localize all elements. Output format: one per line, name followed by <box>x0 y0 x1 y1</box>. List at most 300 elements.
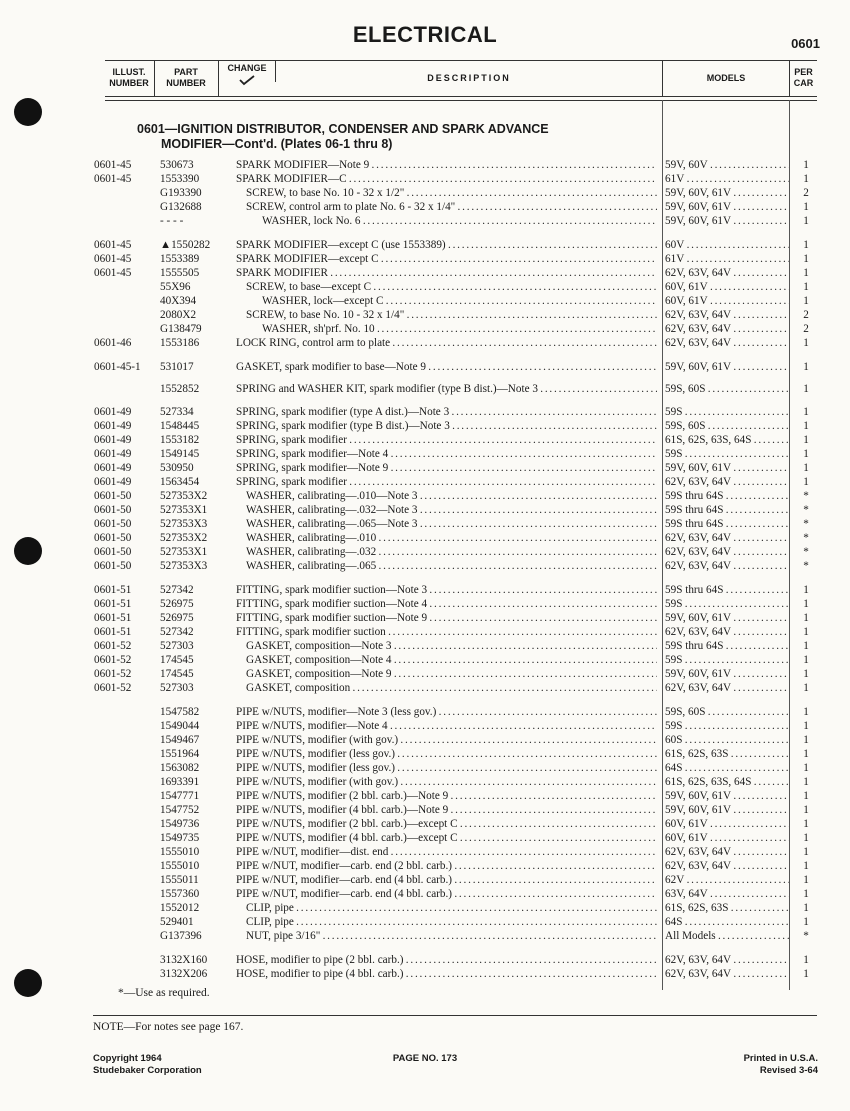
table-row <box>0 545 850 559</box>
models: 59S . . . <box>665 719 789 733</box>
per-car-quantity: 1 <box>803 640 809 652</box>
part-number: 2080X2 <box>160 309 197 321</box>
header-change-label: CHANGE <box>227 63 267 73</box>
per-car-quantity: 2 <box>803 323 809 335</box>
part-description: PIPE w/NUTS, modifier (with gov.) . . . <box>236 733 657 747</box>
models: 62V, 63V, 64V . . . <box>665 559 789 573</box>
per-car-quantity: 1 <box>803 295 809 307</box>
header-double-rule <box>105 100 817 101</box>
table-row <box>0 308 850 322</box>
header-change <box>219 60 275 99</box>
table-row <box>0 817 850 831</box>
models: 62V, 63V, 64V . . . <box>665 336 789 350</box>
illust-number: 0601-50 <box>94 490 132 502</box>
per-car-quantity: 1 <box>803 902 809 914</box>
part-number: ▲1550282 <box>160 239 211 251</box>
column-header <box>105 60 817 96</box>
table-row <box>0 761 850 775</box>
part-number: 1549735 <box>160 832 200 844</box>
illust-number: 0601-51 <box>94 584 132 596</box>
part-number: 1555010 <box>160 860 200 872</box>
table-row <box>0 158 850 172</box>
part-number: 1563454 <box>160 476 200 488</box>
part-number: 527342 <box>160 584 194 596</box>
table-row <box>0 517 850 531</box>
per-car-quantity: 1 <box>803 860 809 872</box>
table-row <box>0 597 850 611</box>
table-row <box>0 611 850 625</box>
section-heading-line-1: 0601—IGNITION DISTRIBUTOR, CONDENSER AND SPARK ADVANCE <box>137 122 549 136</box>
part-description: PIPE w/NUTS, modifier—Note 4 . . . <box>236 719 657 733</box>
part-number: 1547771 <box>160 790 200 802</box>
part-number: 526975 <box>160 612 194 624</box>
models: 62V, 63V, 64V . . . <box>665 266 789 280</box>
part-number: 529401 <box>160 916 194 928</box>
illust-number: 0601-49 <box>94 434 132 446</box>
table-row <box>0 214 850 228</box>
part-description: SCREW, to base No. 10 - 32 x 1/2" . . . <box>246 186 657 200</box>
table-row <box>0 733 850 747</box>
part-description: WASHER, calibrating—.010—Note 3 . . . <box>246 489 657 503</box>
table-row <box>0 294 850 308</box>
table-row <box>0 200 850 214</box>
per-car-quantity: 1 <box>803 253 809 265</box>
per-car-quantity: 1 <box>803 612 809 624</box>
illust-number: 0601-45 <box>94 267 132 279</box>
part-description: GASKET, composition—Note 4 . . . <box>246 653 657 667</box>
per-car-quantity: 1 <box>803 682 809 694</box>
table-row <box>0 873 850 887</box>
part-description: SPRING, spark modifier—Note 4 . . . <box>236 447 657 461</box>
part-number: 530950 <box>160 462 194 474</box>
table-row <box>0 559 850 573</box>
part-number: 527334 <box>160 406 194 418</box>
copyright-line-2: Studebaker Corporation <box>93 1065 202 1076</box>
part-number: 1555505 <box>160 267 200 279</box>
per-car-quantity: 1 <box>803 818 809 830</box>
table-row <box>0 859 850 873</box>
part-description: PIPE w/NUT, modifier—carb. end (2 bbl. carb.) . . . <box>236 859 657 873</box>
table-row <box>0 266 850 280</box>
per-car-quantity: 1 <box>803 267 809 279</box>
models: 64S . . . <box>665 761 789 775</box>
part-description: SPARK MODIFIER—C . . . <box>236 172 657 186</box>
header-per-line-1: PER <box>794 67 813 77</box>
part-number: 530673 <box>160 159 194 171</box>
part-number: 1547752 <box>160 804 200 816</box>
part-number: 527303 <box>160 682 194 694</box>
models: 59V, 60V, 61V . . . <box>665 214 789 228</box>
models: 63V, 64V . . . <box>665 887 789 901</box>
header-models: MODELS <box>706 72 746 83</box>
per-car-quantity: 1 <box>803 762 809 774</box>
per-car-quantity: * <box>803 546 809 558</box>
per-car-quantity: 1 <box>803 706 809 718</box>
models: 59S, 60S . . . <box>665 382 789 396</box>
part-description: PIPE w/NUTS, modifier—Note 3 (less gov.) . . . <box>236 705 657 719</box>
section-number: 0601 <box>791 36 820 51</box>
part-number: 531017 <box>160 361 194 373</box>
table-row <box>0 625 850 639</box>
table-row <box>0 967 850 981</box>
models: 60V, 61V . . . <box>665 817 789 831</box>
table-row <box>0 653 850 667</box>
part-number: - - - - <box>160 215 184 227</box>
table-row <box>0 489 850 503</box>
page-title: ELECTRICAL <box>352 22 498 47</box>
table-row <box>0 747 850 761</box>
models: 62V, 63V, 64V . . . <box>665 681 789 695</box>
part-number: 40X394 <box>160 295 197 307</box>
models: 61S, 62S, 63S . . . <box>665 901 789 915</box>
part-description: FITTING, spark modifier suction—Note 3 . . . <box>236 583 657 597</box>
per-car-quantity: 1 <box>803 434 809 446</box>
models: 61S, 62S, 63S, 64S . . . <box>665 433 789 447</box>
table-row <box>0 929 850 943</box>
per-car-quantity: 1 <box>803 361 809 373</box>
table-row <box>0 186 850 200</box>
header-part <box>155 60 217 96</box>
part-description: WASHER, calibrating—.032 . . . <box>246 545 657 559</box>
illust-number: 0601-46 <box>94 337 132 349</box>
models: 59S thru 64S . . . <box>665 639 789 653</box>
models: 62V, 63V, 64V . . . <box>665 967 789 981</box>
part-number: 527353X3 <box>160 518 208 530</box>
part-number: 1553389 <box>160 253 200 265</box>
part-number: 527353X2 <box>160 532 208 544</box>
header-description: DESCRIPTION <box>427 72 511 83</box>
part-description: WASHER, calibrating—.010 . . . <box>246 531 657 545</box>
per-car-quantity: * <box>803 518 809 530</box>
table-row <box>0 887 850 901</box>
part-description: HOSE, modifier to pipe (4 bbl. carb.) . . . <box>236 967 657 981</box>
models: 62V, 63V, 64V . . . <box>665 545 789 559</box>
part-number: 527303 <box>160 640 194 652</box>
models: 60V, 61V . . . <box>665 280 789 294</box>
per-car-quantity: 1 <box>803 598 809 610</box>
table-row <box>0 831 850 845</box>
models: 62V, 63V, 64V . . . <box>665 322 789 336</box>
illust-number: 0601-45 <box>94 159 132 171</box>
part-number: 527342 <box>160 626 194 638</box>
models: 59S . . . <box>665 447 789 461</box>
part-description: SPRING, spark modifier . . . <box>236 475 657 489</box>
part-number: 1553390 <box>160 173 200 185</box>
models: 59S thru 64S . . . <box>665 489 789 503</box>
table-row <box>0 252 850 266</box>
per-car-quantity: 1 <box>803 215 809 227</box>
table-row <box>0 447 850 461</box>
models: All Models . . . <box>665 929 789 943</box>
part-number: G138479 <box>160 323 202 335</box>
footnote: *—Use as required. <box>118 987 210 999</box>
part-number: 526975 <box>160 598 194 610</box>
per-car-quantity: 1 <box>803 668 809 680</box>
table-row <box>0 382 850 396</box>
table-row <box>0 433 850 447</box>
table-row <box>0 953 850 967</box>
table-row <box>0 475 850 489</box>
table-row <box>0 322 850 336</box>
part-description: PIPE w/NUTS, modifier (4 bbl. carb.)—Note 9 . . . <box>236 803 657 817</box>
section-heading-line-2: MODIFIER—Cont'd. (Plates 06-1 thru 8) <box>161 137 393 151</box>
part-description: HOSE, modifier to pipe (2 bbl. carb.) . . . <box>236 953 657 967</box>
models: 59S . . . <box>665 653 789 667</box>
models: 59S thru 64S . . . <box>665 583 789 597</box>
part-number: 1555010 <box>160 846 200 858</box>
part-description: GASKET, composition—Note 9 . . . <box>246 667 657 681</box>
models: 59V, 60V, 61V . . . <box>665 200 789 214</box>
illust-number: 0601-50 <box>94 504 132 516</box>
models: 59S thru 64S . . . <box>665 503 789 517</box>
table-row <box>0 639 850 653</box>
note-rule <box>93 1015 817 1016</box>
header-per-car <box>790 60 817 96</box>
table-row <box>0 719 850 733</box>
part-number: 1552852 <box>160 383 200 395</box>
part-number: 1557360 <box>160 888 200 900</box>
part-number: 174545 <box>160 668 194 680</box>
per-car-quantity: * <box>803 532 809 544</box>
table-row <box>0 583 850 597</box>
table-row <box>0 789 850 803</box>
table-row <box>0 503 850 517</box>
part-number: 55X96 <box>160 281 191 293</box>
illust-number: 0601-45 <box>94 253 132 265</box>
part-description: FITTING, spark modifier suction—Note 9 . . . <box>236 611 657 625</box>
part-number: 1553186 <box>160 337 200 349</box>
part-description: SPRING and WASHER KIT, spark modifier (type B dist.)—Note 3 . . . <box>236 382 657 396</box>
per-car-quantity: 1 <box>803 916 809 928</box>
part-description: PIPE w/NUT, modifier—carb. end (4 bbl. carb.) . . . <box>236 873 657 887</box>
part-description: SPARK MODIFIER—Note 9 . . . <box>236 158 657 172</box>
illust-number: 0601-49 <box>94 476 132 488</box>
models: 59V, 60V . . . <box>665 158 789 172</box>
part-description: SPRING, spark modifier—Note 9 . . . <box>236 461 657 475</box>
models: 64S . . . <box>665 915 789 929</box>
table-row <box>0 845 850 859</box>
models: 59V, 60V, 61V . . . <box>665 461 789 475</box>
part-description: PIPE w/NUT, modifier—dist. end . . . <box>236 845 657 859</box>
part-description: SPARK MODIFIER—except C . . . <box>236 252 657 266</box>
models: 62V, 63V, 64V . . . <box>665 859 789 873</box>
per-car-quantity: * <box>803 490 809 502</box>
models: 59S . . . <box>665 405 789 419</box>
models: 59V, 60V, 61V . . . <box>665 803 789 817</box>
models: 62V, 63V, 64V . . . <box>665 475 789 489</box>
per-car-quantity: 1 <box>803 954 809 966</box>
per-car-quantity: 1 <box>803 654 809 666</box>
models: 59V, 60V, 61V . . . <box>665 789 789 803</box>
header-part-line-1: PART <box>174 67 198 77</box>
part-description: GASKET, spark modifier to base—Note 9 . . . <box>236 360 657 374</box>
table-row <box>0 531 850 545</box>
part-description: SPRING, spark modifier (type A dist.)—Note 3 . . . <box>236 405 657 419</box>
per-car-quantity: 1 <box>803 281 809 293</box>
per-car-quantity: 1 <box>803 584 809 596</box>
part-number: 1548445 <box>160 420 200 432</box>
models: 60S . . . <box>665 733 789 747</box>
per-car-quantity: 1 <box>803 173 809 185</box>
part-number: 527353X1 <box>160 504 208 516</box>
part-number: 1549736 <box>160 818 200 830</box>
models: 62V, 63V, 64V . . . <box>665 531 789 545</box>
printed-line-1: Printed in U.S.A. <box>743 1053 818 1064</box>
part-description: SCREW, to base—except C . . . <box>246 280 657 294</box>
per-car-quantity: 1 <box>803 804 809 816</box>
check-mark-icon <box>237 74 257 86</box>
per-car-quantity: * <box>803 930 809 942</box>
header-illust-line-2: NUMBER <box>109 78 149 88</box>
part-description: PIPE w/NUTS, modifier (less gov.) . . . <box>236 761 657 775</box>
part-number: 1553182 <box>160 434 200 446</box>
per-car-quantity: 1 <box>803 476 809 488</box>
models: 61V . . . <box>665 172 789 186</box>
illust-number: 0601-51 <box>94 626 132 638</box>
per-car-quantity: 1 <box>803 968 809 980</box>
copyright-line-1: Copyright 1964 <box>93 1053 162 1064</box>
part-description: NUT, pipe 3/16" . . . <box>246 929 657 943</box>
per-car-quantity: 2 <box>803 309 809 321</box>
per-car-quantity: 1 <box>803 832 809 844</box>
part-number: 1563082 <box>160 762 200 774</box>
part-description: GASKET, composition—Note 3 . . . <box>246 639 657 653</box>
part-description: GASKET, composition . . . <box>246 681 657 695</box>
table-row <box>0 667 850 681</box>
part-number: 1549044 <box>160 720 200 732</box>
models: 59V, 60V, 61V . . . <box>665 611 789 625</box>
illust-number: 0601-49 <box>94 448 132 460</box>
models: 60V, 61V . . . <box>665 294 789 308</box>
per-car-quantity: 1 <box>803 448 809 460</box>
table-row <box>0 775 850 789</box>
part-description: FITTING, spark modifier suction—Note 4 . . . <box>236 597 657 611</box>
table-row <box>0 336 850 350</box>
illust-number: 0601-45-1 <box>94 361 141 373</box>
part-number: 1549145 <box>160 448 200 460</box>
part-description: SCREW, control arm to plate No. 6 - 32 x 1/4" . . . <box>246 200 657 214</box>
per-car-quantity: 1 <box>803 383 809 395</box>
header-illust-line-1: ILLUST. <box>112 67 146 77</box>
models: 62V, 63V, 64V . . . <box>665 625 789 639</box>
per-car-quantity: 1 <box>803 201 809 213</box>
illust-number: 0601-50 <box>94 532 132 544</box>
header-bottom-rule <box>105 96 817 97</box>
illust-number: 0601-49 <box>94 406 132 418</box>
table-row <box>0 705 850 719</box>
part-description: WASHER, calibrating—.065—Note 3 . . . <box>246 517 657 531</box>
part-number: 1555011 <box>160 874 199 886</box>
part-description: PIPE w/NUTS, modifier (2 bbl. carb.)—Note 9 . . . <box>236 789 657 803</box>
table-row <box>0 238 850 252</box>
illust-number: 0601-50 <box>94 546 132 558</box>
table-row <box>0 461 850 475</box>
part-description: WASHER, sh'prf. No. 10 . . . <box>262 322 657 336</box>
part-description: FITTING, spark modifier suction . . . <box>236 625 657 639</box>
models: 59S, 60S . . . <box>665 705 789 719</box>
part-number: 1551964 <box>160 748 200 760</box>
per-car-quantity: * <box>803 504 809 516</box>
per-car-quantity: 1 <box>803 888 809 900</box>
illust-number: 0601-50 <box>94 518 132 530</box>
models: 59V, 60V, 61V . . . <box>665 360 789 374</box>
binder-hole-1 <box>14 98 42 126</box>
part-description: LOCK RING, control arm to plate . . . <box>236 336 657 350</box>
part-description: PIPE w/NUT, modifier—carb. end (4 bbl. carb.) . . . <box>236 887 657 901</box>
per-car-quantity: 1 <box>803 720 809 732</box>
part-number: 527353X1 <box>160 546 208 558</box>
models: 59V, 60V, 61V . . . <box>665 667 789 681</box>
per-car-quantity: 1 <box>803 337 809 349</box>
models: 61S, 62S, 63S . . . <box>665 747 789 761</box>
illust-number: 0601-52 <box>94 654 132 666</box>
per-car-quantity: 1 <box>803 406 809 418</box>
table-row <box>0 803 850 817</box>
per-car-quantity: 1 <box>803 626 809 638</box>
illust-number: 0601-45 <box>94 239 132 251</box>
part-description: CLIP, pipe . . . <box>246 915 657 929</box>
table-row <box>0 280 850 294</box>
models: 62V, 63V, 64V . . . <box>665 953 789 967</box>
per-car-quantity: * <box>803 560 809 572</box>
per-car-quantity: 1 <box>803 748 809 760</box>
models: 62V . . . <box>665 873 789 887</box>
per-car-quantity: 2 <box>803 187 809 199</box>
illust-number: 0601-49 <box>94 462 132 474</box>
part-number: 1547582 <box>160 706 200 718</box>
printed-info <box>744 1053 818 1077</box>
part-number: 1552012 <box>160 902 200 914</box>
part-description: PIPE w/NUTS, modifier (2 bbl. carb.)—except C . . . <box>236 817 657 831</box>
table-row <box>0 405 850 419</box>
header-per-line-2: CAR <box>793 78 814 88</box>
models: 59V, 60V, 61V . . . <box>665 186 789 200</box>
part-description: PIPE w/NUTS, modifier (with gov.) . . . <box>236 775 657 789</box>
models: 61S, 62S, 63S, 64S . . . <box>665 775 789 789</box>
table-row <box>0 360 850 374</box>
illust-number: 0601-52 <box>94 682 132 694</box>
models: 59S, 60S . . . <box>665 419 789 433</box>
part-description: SPRING, spark modifier (type B dist.)—Note 3 . . . <box>236 419 657 433</box>
part-number: 527353X3 <box>160 560 208 572</box>
part-number: G193390 <box>160 187 202 199</box>
section-heading <box>137 122 549 152</box>
header-top-rule <box>105 60 817 61</box>
part-number: 527353X2 <box>160 490 208 502</box>
illust-number: 0601-49 <box>94 420 132 432</box>
printed-line-2: Revised 3-64 <box>759 1065 818 1076</box>
part-description: WASHER, calibrating—.032—Note 3 . . . <box>246 503 657 517</box>
models: 60V, 61V . . . <box>665 831 789 845</box>
header-illust <box>105 60 153 96</box>
part-description: PIPE w/NUTS, modifier (4 bbl. carb.)—except C . . . <box>236 831 657 845</box>
illust-number: 0601-50 <box>94 560 132 572</box>
table-row <box>0 901 850 915</box>
part-number: 174545 <box>160 654 194 666</box>
illust-number: 0601-51 <box>94 598 132 610</box>
part-description: SPARK MODIFIER—except C (use 1553389) . . . <box>236 238 657 252</box>
part-number: 3132X160 <box>160 954 208 966</box>
per-car-quantity: 1 <box>803 239 809 251</box>
table-row <box>0 172 850 186</box>
illust-number: 0601-45 <box>94 173 132 185</box>
illust-number: 0601-52 <box>94 668 132 680</box>
part-number: 1549467 <box>160 734 200 746</box>
per-car-quantity: 1 <box>803 790 809 802</box>
models: 62V, 63V, 64V . . . <box>665 845 789 859</box>
per-car-quantity: 1 <box>803 159 809 171</box>
part-description: SCREW, to base No. 10 - 32 x 1/4" . . . <box>246 308 657 322</box>
